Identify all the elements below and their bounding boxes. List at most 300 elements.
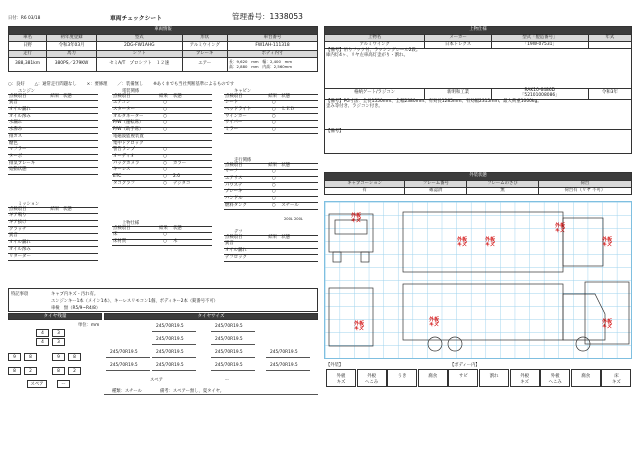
damage-tag-bottom: キズ (354, 325, 364, 332)
legend-none: ／：装備無し (117, 82, 144, 87)
item-name: ブレーキ (224, 190, 267, 197)
item-note (62, 107, 98, 114)
item-name: オイル滲み (8, 114, 49, 121)
item-note (280, 127, 318, 134)
inspection-row (8, 147, 98, 154)
legend-cell-top: 割れ (489, 374, 499, 379)
general-remarks (325, 129, 632, 153)
item-name: タコグラフ (112, 181, 158, 188)
ext-val-rust: 無 (467, 188, 538, 195)
legend-cell-top: 床 (614, 374, 619, 379)
val-brake: エアー (182, 58, 227, 72)
item-name: P/W（助手席） (112, 127, 158, 134)
item-result (49, 147, 62, 154)
gate-model (491, 89, 588, 100)
legend-ok: △：通常走行問題なし (34, 82, 77, 87)
legend-cell (510, 369, 540, 387)
mgmt-value: 1338053 (269, 12, 303, 21)
item-name: オイル滲み (8, 247, 49, 254)
item-name: ワイパー (224, 121, 267, 128)
item-name: デフロック (224, 255, 267, 262)
bodywork-section (112, 220, 212, 246)
legend-cell (601, 369, 631, 387)
legend-cell (387, 369, 417, 387)
gate-remark-1: 【備考】PG寸法：全長1550mm、全幅2380mm、有効長1285mm、有効幅2315mm、最大荷重1000kg。 (326, 98, 542, 104)
item-result (49, 141, 62, 148)
damage-tag (348, 322, 370, 331)
tyre-size: 245/70R19.5 (110, 350, 138, 355)
damage-tag (451, 238, 473, 247)
item-name: 排ガス (8, 134, 49, 141)
item-name: ETC (112, 174, 158, 181)
val-first-reg: 令和3年03月 (47, 42, 97, 51)
col-head: 状態 (62, 208, 98, 214)
col-brake: ブレーキ (182, 51, 227, 58)
item-result: ○ (158, 101, 172, 108)
item-note (172, 127, 212, 134)
item-name: 異音 (8, 234, 49, 241)
item-name: ギア鳴り (8, 214, 49, 221)
tyre-size-line (211, 331, 255, 332)
inspection-row (8, 154, 98, 161)
item-result (49, 234, 62, 241)
gate-model-value: RAK10-6486D (524, 88, 556, 93)
item-result: ○ (267, 170, 280, 177)
tyre-wear-box: 3 (52, 329, 65, 337)
col-head: 点検項目 (224, 236, 267, 242)
col-head: 状態 (62, 95, 98, 101)
damage-tag (345, 214, 367, 223)
engine-section (8, 88, 98, 175)
mission-section (8, 201, 98, 261)
exterior-title: 外装状態 (325, 173, 632, 181)
item-result: ○ (158, 239, 172, 246)
item-note (62, 121, 98, 128)
legend-cell-top: サビ (458, 374, 468, 379)
damage-tag-bottom: キズ (457, 241, 467, 248)
item-note (280, 121, 318, 128)
item-result: ○ (158, 174, 172, 181)
inspection-row (8, 220, 98, 227)
col-shift: シフト (96, 51, 182, 58)
tyre-size: 245/70R19.5 (215, 363, 243, 368)
rear-view-body (585, 282, 629, 344)
col-first-reg: 初年度登録 (47, 35, 97, 42)
special-note-3: 車検 無（R5/9~R4/8） (51, 306, 101, 311)
tyre-wear-box: 4 (36, 338, 49, 346)
legend-cell-bottom: へこみ (548, 380, 562, 385)
legend-cell-bottom: へこみ (365, 380, 379, 385)
item-note (280, 176, 318, 183)
item-result: ○ (267, 190, 280, 197)
damage-tag (479, 238, 501, 247)
item-note: ＬＥＤ (280, 107, 318, 114)
legend-cell (357, 369, 387, 387)
upper-val-maker: 日本トレクス (425, 42, 492, 49)
col-power: 馬力 (47, 51, 97, 58)
inspection-row (112, 181, 212, 188)
item-note (280, 196, 318, 203)
item-name: バックカメラ (112, 161, 158, 168)
mgmt-label: 管理番号： (232, 12, 270, 21)
item-name: シート (224, 101, 267, 108)
cabin-section (224, 88, 318, 134)
item-result: ○ (158, 114, 172, 121)
tyre-wear-box: 8 (68, 353, 81, 361)
inspection-row (224, 121, 318, 128)
tyre-wear-box: 2 (68, 367, 81, 375)
cabin-title: キャビン (234, 89, 252, 94)
item-note (62, 227, 98, 234)
bodywork-title: 上物仕様 (122, 221, 140, 226)
item-name: エアコン (112, 101, 158, 108)
legend-exterior-label: 【外装】 (326, 363, 344, 368)
item-note (62, 154, 98, 161)
gate-maker: 新明和工業 (425, 89, 492, 100)
item-result: ○ (267, 176, 280, 183)
item-note (62, 101, 98, 108)
front-right-wheel (361, 252, 369, 262)
inspection-row (8, 167, 98, 174)
ext-col-cab: キャブコーション (325, 181, 405, 188)
col-head: 点検項目 (224, 95, 267, 101)
item-result (49, 161, 62, 168)
item-name: 排気ブレーキ (8, 161, 49, 168)
side-view-body (403, 284, 563, 340)
item-result (49, 134, 62, 141)
item-note (172, 121, 212, 128)
item-name: リーフ (224, 170, 267, 177)
item-result (49, 121, 62, 128)
inspection-row (224, 248, 318, 255)
val-mileage: 388,381km (9, 58, 47, 72)
item-note (62, 127, 98, 134)
truck-outline-svg (325, 202, 633, 360)
item-result: ○ (267, 114, 280, 121)
tyre-wear-box: 3 (52, 338, 65, 346)
item-name: ミラー (224, 127, 267, 134)
tyre-size-line (211, 344, 255, 345)
engine-title: エンジン (18, 89, 35, 94)
vehicle-info-title: 車両情報 (9, 27, 318, 35)
item-note: デジタコ (172, 181, 212, 188)
damage-tag-top: 外板 (353, 321, 364, 327)
item-note (62, 214, 98, 221)
inspection-row (8, 254, 98, 261)
item-result (158, 134, 172, 141)
item-name: 煙色 (8, 141, 49, 148)
item-result (267, 248, 280, 255)
col-head: 状態 (172, 227, 212, 233)
damage-tag-top: 外板 (601, 319, 612, 325)
left-side-view (329, 288, 373, 346)
item-result: ○ (158, 161, 172, 168)
item-name: ギア抜け (8, 220, 49, 227)
item-note (172, 154, 212, 161)
gate-remark-2: 歪み等付き、ラジコン付き。 (326, 103, 383, 109)
tyre-wear-box: 9 (8, 353, 21, 361)
tyre-size-line (152, 331, 196, 332)
upper-val-model: 「19W-07531」 (491, 42, 588, 49)
item-name: 床 (112, 233, 158, 240)
item-note (62, 114, 98, 121)
tyre-spare-value: ー (225, 378, 230, 383)
item-name: 水漏れ (8, 121, 49, 128)
inspection-row (112, 239, 212, 246)
item-result: ○ (158, 121, 172, 128)
item-name: 集中ドアロック (112, 141, 158, 148)
running-gear-title: 走行関係 (234, 158, 252, 163)
upper-col-maker: メーカー (425, 35, 492, 42)
col-head: 結果 (267, 164, 280, 170)
item-name: 異音 (224, 242, 267, 249)
col-head: 状態 (280, 164, 318, 170)
inspection-row (224, 203, 318, 210)
legend-cell-bottom: キズ (336, 380, 346, 385)
col-head: 状態 (280, 95, 318, 101)
val-shift: セミA/T プロシフト １２速 (96, 58, 182, 72)
col-body-dims: ボディ内寸 (227, 51, 317, 58)
item-result (267, 255, 280, 262)
damage-tag-top: 外板 (456, 237, 467, 243)
item-note (172, 134, 212, 141)
damage-tag-top: 外板 (554, 223, 565, 229)
col-head: 点検項目 (8, 208, 49, 214)
col-head: 結果 (158, 227, 172, 233)
item-result: ○ (267, 127, 280, 134)
item-result: ○ (158, 107, 172, 114)
dif-table (224, 235, 318, 262)
legend-body-label: 【ボディー内】 (450, 363, 480, 368)
item-note (172, 233, 212, 240)
upper-col-model: 型式「製造番号」 (491, 35, 588, 42)
tyre-size-line (152, 344, 196, 345)
upper-spec-table (324, 26, 632, 154)
tyre-wear-title: タイヤ残量 (8, 313, 102, 320)
upper-remark-2: 庫内灯4ヶ、リヤ左車高灯歪がり・割れ。 (326, 52, 409, 58)
item-result (49, 154, 62, 161)
mission-table (8, 207, 98, 261)
side-wheel-rear1 (428, 337, 442, 351)
damage-tag-top: 外板 (601, 237, 612, 243)
exterior-table (324, 172, 632, 195)
inspection-row (8, 134, 98, 141)
inspection-row (224, 107, 318, 114)
legend-note: ※あくまでも当社判断基準によるものです (153, 82, 235, 87)
item-note: スチール (280, 203, 318, 210)
inspection-row (8, 240, 98, 247)
tyre-size: 245/70R19.5 (156, 337, 184, 342)
inspection-row (112, 107, 212, 114)
tyre-size-line (106, 357, 150, 358)
damage-tag-bottom: キズ (429, 321, 439, 328)
tyre-size: 245/70R19.5 (156, 363, 184, 368)
gate-year: 令和3年 (588, 89, 631, 100)
legend-cell (571, 369, 601, 387)
item-name: P/W（運転席） (112, 121, 158, 128)
tyre-wear-box: 4 (36, 329, 49, 337)
item-result (49, 114, 62, 121)
gate-serial: 「52101008086」 (520, 92, 560, 98)
item-note: カラー (172, 161, 212, 168)
dif-section (224, 229, 318, 262)
tyre-size: 245/70R19.5 (156, 350, 184, 355)
item-name: 電磁波監視装置 (112, 134, 158, 141)
item-note (280, 242, 318, 249)
item-note (62, 134, 98, 141)
ext-col-frame: フレーム番号 (405, 181, 467, 188)
upper-val-year (588, 42, 631, 49)
item-name: ヘッドライト (224, 107, 267, 114)
tyre-size-line (211, 357, 255, 358)
item-note: 2.0 (172, 174, 212, 181)
item-result: ○ (267, 101, 280, 108)
damage-tag-bottom: キズ (351, 217, 361, 224)
legend-cell (326, 369, 356, 387)
col-model: 型式 (96, 35, 182, 42)
item-name: オイル漏れ (8, 107, 49, 114)
tyre-size-line (152, 357, 196, 358)
tyre-size-line (106, 370, 150, 371)
tyre-size-line (266, 357, 310, 358)
running-gear-section (224, 157, 318, 221)
inspection-row (224, 176, 318, 183)
inspection-row (8, 127, 98, 134)
item-result (49, 220, 62, 227)
item-name: 異音 (8, 101, 49, 108)
item-result: ○ (158, 181, 172, 188)
ext-val-frame: 確認済 (405, 188, 467, 195)
item-name: 始動状態 (8, 167, 49, 174)
inspection-row (112, 134, 212, 141)
damage-tag-top: 外板 (350, 213, 361, 219)
gate-remarks (325, 99, 632, 129)
wheel-type: 種類：スチール (112, 389, 142, 394)
item-note (172, 141, 212, 148)
item-name: 水滲み (8, 127, 49, 134)
damage-tag (423, 318, 445, 327)
legend-cell (540, 369, 570, 387)
damage-tag-bottom: キズ (602, 241, 612, 248)
item-note (172, 107, 212, 114)
item-name: マフラー (8, 147, 49, 154)
general-remarks-label: 【備考】 (326, 128, 344, 134)
special-note-2: エンジンキー1本（メイン1本）、キーレスリモコン1個、ボディキー2本（錠番号不可） (51, 299, 218, 304)
val-body-dims (227, 58, 317, 72)
ext-val-cab: 有 (325, 188, 405, 195)
item-name: ターボ (8, 154, 49, 161)
col-head: 点検項目 (224, 164, 267, 170)
item-note (62, 161, 98, 168)
tyre-spare-label: スペア (150, 378, 163, 383)
item-note (62, 220, 98, 227)
truck-diagram (324, 201, 632, 359)
dims-line-2: 高：2,880 mm 内高：2,560mm (228, 63, 293, 69)
tyre-size: 245/70R19.5 (270, 350, 298, 355)
legend-cell (418, 369, 448, 387)
col-head: 結果 (49, 95, 62, 101)
tyre-note-line (104, 394, 318, 395)
legend-good: ○：良好 (8, 82, 25, 87)
item-result: ○ (158, 127, 172, 134)
legend-cell (448, 369, 478, 387)
item-note (62, 247, 98, 254)
item-result (267, 242, 280, 249)
mission-title: ミッション (18, 202, 40, 207)
damage-tag-bottom: キズ (485, 241, 495, 248)
item-result (49, 247, 62, 254)
damage-tag (596, 238, 618, 247)
damage-tag (596, 320, 618, 329)
item-result (49, 101, 62, 108)
item-name: スターター (112, 107, 158, 114)
val-shape: アルミウイング (182, 42, 227, 51)
item-note: 木 (172, 239, 212, 246)
tyre-wear-box: 8 (8, 367, 21, 375)
dims-line-1: 長：9,620 mm 幅：2,400 mm (228, 59, 293, 65)
tyre-wear-box: 9 (52, 353, 65, 361)
col-mileage: 走行 (9, 51, 47, 58)
dif-title: デフ (234, 230, 243, 235)
col-head: 結果 (158, 95, 172, 101)
legend-cell-top: 外板 (520, 374, 529, 379)
inspection-row (112, 147, 212, 154)
legend-cell-bottom: キズ (520, 380, 529, 385)
upper-col-year: 年式 (588, 35, 631, 42)
item-note (280, 183, 318, 190)
item-name: 床材質 (112, 239, 158, 246)
tyre-size-line (266, 370, 310, 371)
item-result: ○ (267, 107, 280, 114)
item-name: ウインカー (224, 114, 267, 121)
item-result: ○ (267, 196, 280, 203)
electrical-table (112, 94, 212, 188)
upper-spec-title: 上物仕様 (325, 27, 632, 35)
electrical-section (112, 88, 212, 188)
damage-tag-top: 外板 (428, 317, 439, 323)
legend-cell-top: うき (397, 374, 407, 379)
col-chassis: 車台番号 (227, 35, 317, 42)
item-note (62, 141, 98, 148)
upper-col-name: 上物名 (325, 35, 425, 42)
tyre-wear-box: 8 (24, 353, 37, 361)
legend-cell-bottom: キズ (612, 380, 621, 385)
tyre-wear-box: 2 (24, 367, 37, 375)
bodywork-table (112, 226, 212, 246)
legend-cell-top: 腐食 (581, 374, 591, 379)
damage-tag-bottom: キズ (555, 227, 565, 234)
item-note (62, 254, 98, 261)
inspection-row (112, 167, 212, 174)
damage-tag (549, 224, 571, 233)
spare-label-box: スペア (27, 380, 47, 388)
item-name: 燃料タンク (224, 203, 267, 210)
inspection-row (112, 127, 212, 134)
fuel-capacity: 200L 200L (284, 217, 303, 221)
item-name: ハンドル (224, 196, 267, 203)
item-result: ○ (267, 121, 280, 128)
legend-cell (479, 369, 509, 387)
item-note (172, 101, 212, 108)
inspection-row (224, 255, 318, 262)
ext-col-rust: フレームのさび (467, 181, 538, 188)
legend-cell-top: 腐食 (428, 374, 438, 379)
management-number (232, 11, 303, 22)
item-name: リターダー (8, 254, 49, 261)
special-note-1: キャブ内キズ・汚れ有。 (51, 292, 99, 297)
legend-cell-top: 外板 (550, 374, 560, 379)
inspection-row (224, 196, 318, 203)
